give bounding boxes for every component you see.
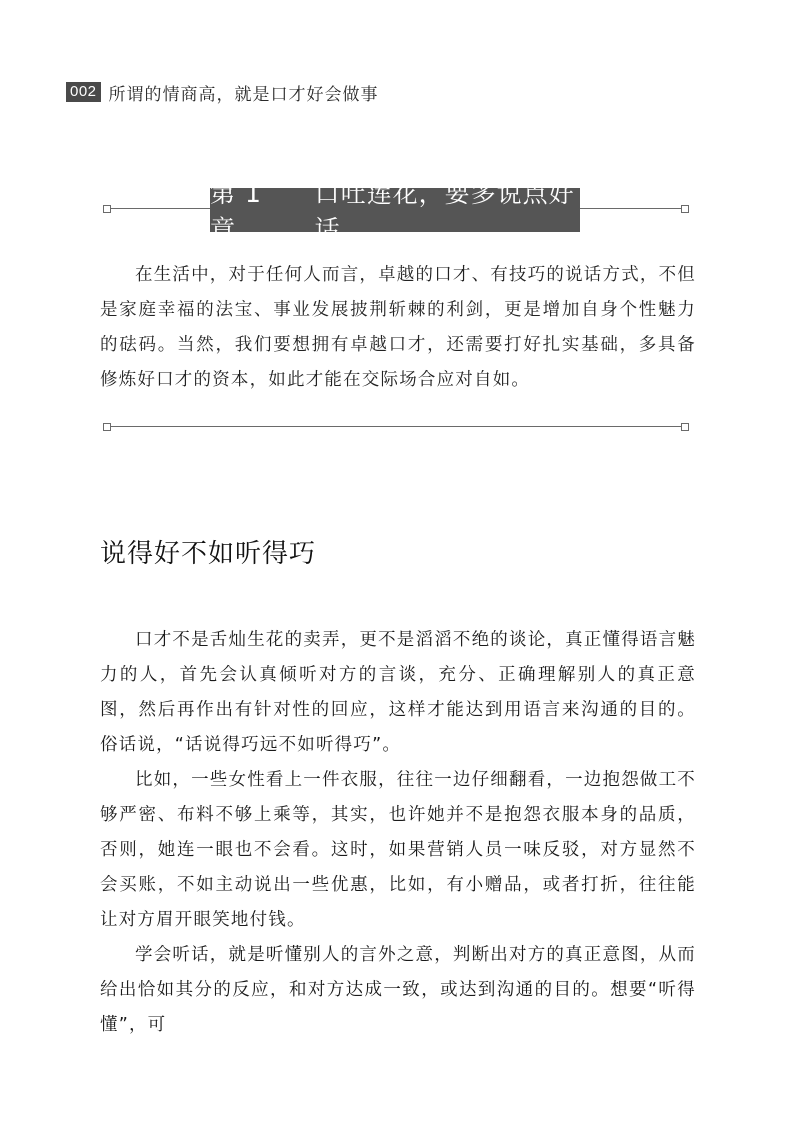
chapter-bottom-rule: [103, 423, 689, 431]
chapter-number: 第 1 章: [210, 179, 262, 244]
rule-line: [107, 426, 685, 427]
section-body: [100, 623, 696, 1043]
rule-end-square: [103, 423, 111, 431]
chapter-heading: [210, 179, 580, 244]
body-paragraph: 学会听话，就是听懂别人的言外之意，判断出对方的真正意图，从而给出恰如其分的反应，和对方达成一致，或达到沟通的目的。想要“听得懂”，可: [100, 945, 696, 1035]
rule-end-square: [681, 205, 689, 213]
page-number: 002: [66, 82, 101, 102]
body-paragraph: 比如，一些女性看上一件衣服，往往一边仔细翻看，一边抱怨做工不够严密、布料不够上乘等，其实，也许她并不是抱怨衣服本身的品质，否则，她连一眼也不会看。这时，如果营销人员一味反驳，对方显然不会买账，不如主动说出一些优惠，比如，有小赠品，或者打折，往往能让对方眉开眼笑地付钱。: [100, 770, 696, 930]
body-paragraph: 口才不是舌灿生花的卖弄，更不是滔滔不绝的谈论，真正懂得语言魅力的人，首先会认真倾听对方的言谈，充分、正确理解别人的真正意图，然后再作出有针对性的回应，这样才能达到用语言来沟通的目的。俗话说，“话说得巧远不如听得巧”。: [100, 630, 696, 755]
chapter-intro: 在生活中，对于任何人而言，卓越的口才、有技巧的说话方式，不但是家庭幸福的法宝、事业发展披荆斩棘的利剑，更是增加自身个性魅力的砝码。当然，我们要想拥有卓越口才，还需要打好扎实基础，多具备修炼好口才的资本，如此才能在交际场合应对自如。: [100, 265, 696, 390]
section-title: 说得好不如听得巧: [100, 539, 317, 569]
rule-end-square: [681, 423, 689, 431]
chapter-title: 口吐莲花，要多说点好话: [314, 179, 575, 244]
running-header-title: 所谓的情商高，就是口才好会做事: [108, 84, 379, 105]
running-header: [66, 80, 379, 104]
rule-end-square: [103, 205, 111, 213]
